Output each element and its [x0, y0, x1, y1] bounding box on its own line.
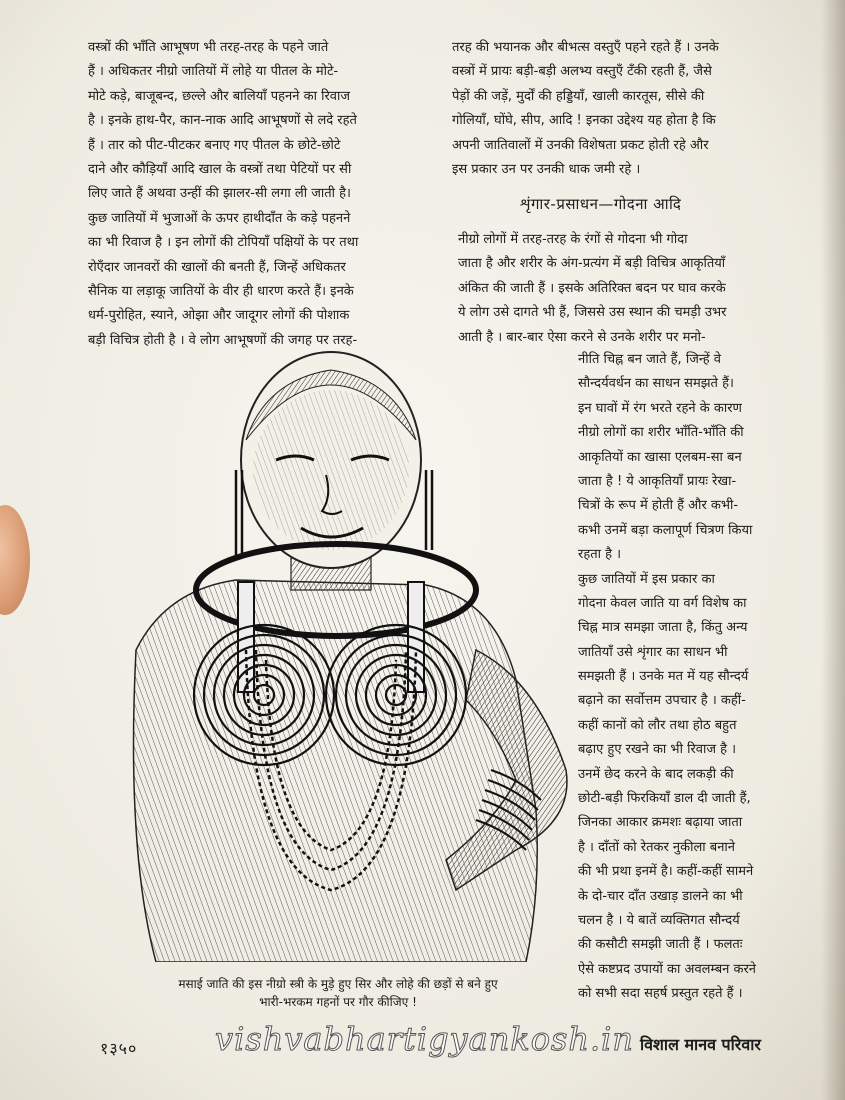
figure-caption	[98, 975, 578, 1011]
text-line: जातियाँ उसे शृंगार का साधन भी	[578, 644, 728, 660]
text-line: चित्रों के रूप में होती हैं और कभी-	[578, 498, 739, 514]
text-line: तरह की भयानक और बीभत्स वस्तुएँ पहने रहते हैं । उनके	[452, 40, 719, 55]
text-line: नीति चिह्न बन जाते हैं, जिन्हें वे	[578, 352, 721, 367]
text-line: है । इनके हाथ-पैर, कान-नाक आदि आभूषणों से लदे रहते	[88, 113, 357, 129]
text-line: उनमें छेद करने के बाद लकड़ी की	[578, 766, 734, 782]
text-line: वस्त्रों में प्रायः बड़ी-बड़ी अलभ्य वस्तुएँ टँकी रहती हैं, जैसे	[452, 64, 712, 80]
right-text-column-top	[452, 36, 800, 182]
text-line: इस प्रकार उन पर उनकी धाक जमी रहे ।	[452, 161, 641, 177]
text-line: को सभी सदा सहर्ष प्रस्तुत रहते हैं ।	[578, 986, 743, 1002]
text-line: अंकित की जाती हैं । इसके अतिरिक्त बदन पर घाव करके	[458, 280, 726, 296]
text-line: आकृतियों का खासा एलबम-सा बन	[578, 449, 742, 465]
text-line: इन घावों में रंग भरते रहने के कारण	[578, 400, 742, 416]
text-line: कभी उनमें बड़ा कलापूर्ण चित्रण किया	[578, 522, 753, 538]
text-line: सौन्दर्यवर्धन का साधन समझते हैं।	[578, 376, 734, 392]
text-line: गोलियाँ, घोंघे, सीप, आदि ! इनका उद्देश्य यह होता है कि	[452, 113, 716, 129]
section-heading: शृंगार-प्रसाधन—गोदना आदि	[520, 195, 682, 213]
text-line: जिनका आकार क्रमशः बढ़ाया जाता	[578, 815, 743, 831]
text-line: बढ़ाने का सर्वोत्तम उपचार है । कहीं-	[578, 693, 746, 709]
text-line: रोएँदार जानवरों की खालों की बनती हैं, जिन्हें अधिकतर	[88, 259, 346, 275]
page-number: १३५०	[100, 1039, 138, 1058]
page-gutter-shadow	[821, 0, 845, 1100]
caption-line: भारी-भरकम गहनों पर गौर कीजिए !	[259, 995, 417, 1009]
text-line: चलन है । ये बातें व्यक्तिगत सौन्दर्य	[578, 912, 740, 928]
text-line: हैं । अधिकतर नीग्रो जातियों में लोहे या पीतल के मोटे-	[88, 64, 339, 80]
left-text-column	[88, 36, 436, 353]
text-line: हैं । तार को पीट-पीटकर बनाए गए पीतल के छोटे-छोटे	[88, 137, 341, 153]
text-line: मोटे कड़े, बाजूबन्द, छल्ले और बालियाँ पहनने का रिवाज	[88, 88, 351, 104]
text-line: कहीं कानों को लौर तथा होठ बहुत	[578, 717, 737, 733]
text-line: छोटी-बड़ी फिरकियाँ डाल दी जाती हैं,	[578, 791, 751, 807]
text-line: नीग्रो लोगों का शरीर भाँति-भाँति की	[578, 425, 744, 441]
text-line: ये लोग उसे दागते भी हैं, जिससे उस स्थान की चमड़ी उभर	[458, 305, 727, 321]
watermark: vishvabhartigyankosh.in	[215, 1020, 635, 1058]
running-footer-title: विशाल मानव परिवार	[640, 1035, 761, 1054]
text-line: धर्म-पुरोहित, स्याने, ओझा और जादूगर लोगों की पोशाक	[88, 308, 350, 324]
text-line: की कसौटी समझी जाती हैं । फलतः	[578, 937, 743, 953]
text-line: का भी रिवाज है । इन लोगों की टोपियाँ पक्षियों के पर तथा	[88, 235, 359, 251]
thumb-at-edge	[0, 505, 30, 615]
maasai-woman-illustration	[96, 350, 574, 962]
text-line: बढ़ाए हुए रखने का भी रिवाज है ।	[578, 742, 737, 758]
text-line: ऐसे कष्टप्रद उपायों का अवलम्बन करने	[578, 961, 757, 977]
text-line: की भी प्रथा इनमें है। कहीं-कहीं सामने	[578, 864, 754, 880]
text-line: नीग्रो लोगों में तरह-तरह के रंगों से गोदना भी गोदा	[458, 232, 688, 247]
right-text-column-narrow	[578, 348, 800, 1007]
caption-line: मसाई जाति की इस नीग्रो स्त्री के मुड़े हुए सिर और लोहे की छड़ों से बने हुए	[178, 977, 498, 991]
text-line: वस्त्रों की भाँति आभूषण भी तरह-तरह के पहने जाते	[88, 40, 329, 55]
text-line: अपनी जातिवालों में उनकी विशेषता प्रकट होती रहे और	[452, 137, 709, 153]
text-line: बड़ी विचित्र होती है । वे लोग आभूषणों की जगह पर तरह-	[88, 332, 358, 348]
text-line: कुछ जातियों में भुजाओं के ऊपर हाथीदाँत के कड़े पहनने	[88, 210, 351, 226]
text-line: जाता है और शरीर के अंग-प्रत्यंग में बड़ी विचित्र आकृतियाँ	[458, 256, 726, 272]
text-line: लिए जाते हैं अथवा उन्हीं की झालर-सी लगा ली जाती है।	[88, 186, 351, 202]
right-text-column-mid	[458, 228, 800, 350]
text-line: दाने और कौड़ियाँ आदि खाल के वस्त्रों तथा पेटियों पर सी	[88, 161, 352, 177]
text-line: है । दाँतों को रेतकर नुकीला बनाने	[578, 839, 736, 855]
text-line: गोदना केवल जाति या वर्ग विशेष का	[578, 595, 747, 611]
text-line: रहता है ।	[578, 547, 622, 563]
text-line: समझती हैं । उनके मत में यह सौन्दर्य	[578, 669, 749, 685]
text-line: सैनिक या लड़ाकू जातियों के वीर ही धारण करते हैं। इनके	[88, 283, 354, 299]
text-line: जाता है ! ये आकृतियाँ प्रायः रेखा-	[578, 473, 737, 489]
text-line: पेड़ों की जड़ें, मुर्दों की हड्डियाँ, खाली कारतूस, सीसे की	[452, 88, 705, 104]
text-line: आती है । बार-बार ऐसा करने से उनके शरीर पर मनो-	[458, 329, 706, 345]
text-line: चिह्न मात्र समझा जाता है, किंतु अन्य	[578, 620, 748, 636]
text-line: कुछ जातियों में इस प्रकार का	[578, 571, 715, 587]
text-line: के दो-चार दाँत उखाड़ डालने का भी	[578, 888, 743, 904]
